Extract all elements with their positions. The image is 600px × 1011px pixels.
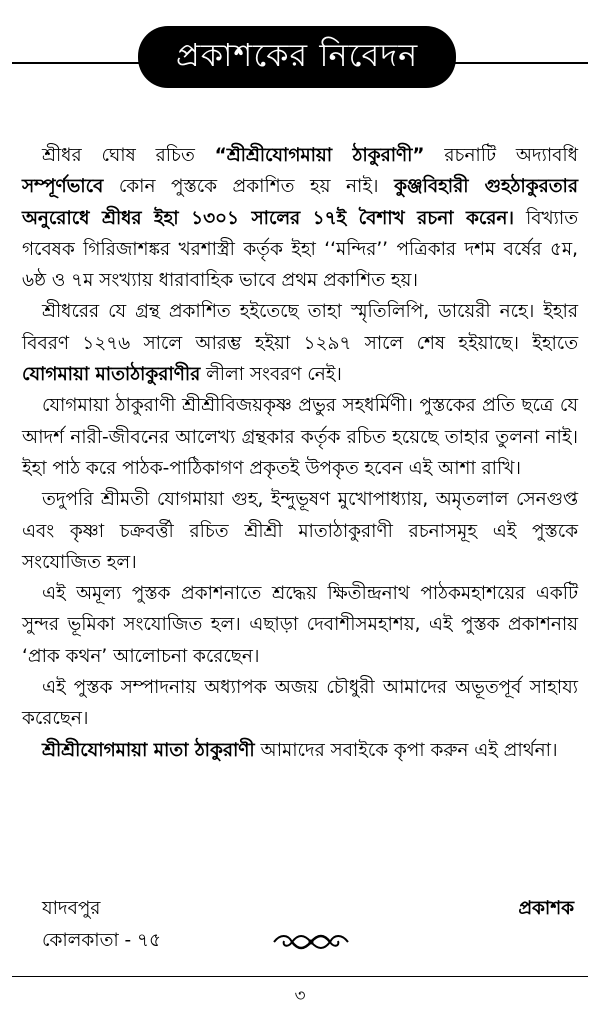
paragraph-7: [22, 735, 578, 766]
publisher-signature: প্রকাশক: [518, 898, 574, 919]
paragraph-4: তদুপরি শ্রীমতী যোগমায়া গুহ, ইন্দুভূষণ মুখোপাধ্যায়, অমৃতলাল সেনগুপ্ত এবং কৃষ্ণা চক্রবর্ত্তী রচিত শ্রীশ্রী মাতাঠাকুরাণী রচনাসমূহ এই পুস্তকে সংযোজিত হল।: [22, 489, 578, 573]
paragraph-1-part-g: বিখ্যাত গবেষক গিরিজাশঙ্কর খরশাস্ত্রী কর্তৃক ইহা ‘‘মন্দির’’ পত্রিকার দশম বর্ষের ৫ম, ৬ষ্ঠ ও ৭ম সংখ্যায় ধারাবাহিক ভাবে প্রথম প্রকাশিত হয়।: [22, 207, 578, 292]
paragraph-1-bold-word: সম্পূর্ণভাবে: [22, 176, 104, 198]
paragraph-1-part-a: শ্রীধর ঘোষ রচিত: [42, 145, 215, 166]
place-line-2: কোলকাতা - ৭৫: [42, 930, 161, 951]
paragraph-7-bold-name: শ্রীশ্রীযোগমায়া মাতা ঠাকুরাণী: [42, 739, 255, 761]
place-line-1: যাদবপুর: [42, 898, 101, 919]
paragraph-5: এই অমূল্য পুস্তক প্রকাশনাতে শ্রদ্ধেয় ক্ষিতীন্দ্রনাথ পাঠকমহাশয়ের একটি সুন্দর ভূমিকা সংযোজিত হল। এছাড়া দেবাশীসমহাশয়, এই পুস্তক প্রকাশনায় ‘প্রাক কথন’ আলোচনা করেছেন।: [22, 583, 578, 667]
paragraph-1: [22, 140, 578, 296]
paragraph-2-bold-name: যোগমায়া মাতাঠাকুরাণীর: [22, 364, 201, 386]
page-title: প্রকাশকের নিবেদন: [138, 26, 456, 88]
ornament-flourish-icon: [270, 930, 352, 954]
paragraph-2: [22, 296, 578, 390]
body-text: [22, 140, 578, 766]
paragraph-2-part-c: লীলা সংবরণ নেই।: [200, 364, 342, 386]
paragraph-1-part-e: কোন পুস্তকে প্রকাশিত হয় নাই।: [103, 176, 395, 198]
paragraph-6: এই পুস্তক সম্পাদনায় অধ্যাপক অজয় চৌধুরী আমাদের অভূতপূর্ব সাহায্য করেছেন।: [22, 677, 578, 730]
bottom-rule: [12, 976, 588, 977]
paragraph-1-bold-sentence: কুঞ্জবিহারী গুহঠাকুরতার অনুরোধে শ্রীধর ইহা ১৩০১ সালের ১৭ই বৈশাখ রচনা করেন।: [22, 176, 578, 229]
paragraph-3: যোগমায়া ঠাকুরাণী শ্রীশ্রীবিজয়কৃষ্ণ প্রভুর সহধর্মিণী। পুস্তকের প্রতি ছত্রে যে আদর্শ নারী-জীবনের আলেখ্য গ্রন্থকার কর্তৃক রচিত হয়েছে তাহার তুলনা নাই। ইহা পাঠ করে পাঠক-পাঠিকাগণ প্রকৃতই উপকৃত হবেন এই আশা রাখি।: [22, 395, 578, 479]
paragraph-1-part-c: রচনাটি অদ্যাবধি: [424, 145, 578, 166]
paragraph-1-bold-title: “শ্রীশ্রীযোগমায়া ঠাকুরাণী”: [214, 145, 425, 166]
page-number: ৩: [294, 986, 306, 1006]
paragraph-7-part-b: আমাদের সবাইকে কৃপা করুন এই প্রার্থনা।: [254, 739, 558, 761]
paragraph-2-part-a: শ্রীধরের যে গ্রন্থ প্রকাশিত হইতেছে তাহা স্মৃতিলিপি, ডায়েরী নহে। ইহার বিবরণ ১২৭৬ সালে আরম্ভ হইয়া ১২৯৭ সালে শেষ হইয়াছে। ইহাতে: [22, 301, 578, 354]
